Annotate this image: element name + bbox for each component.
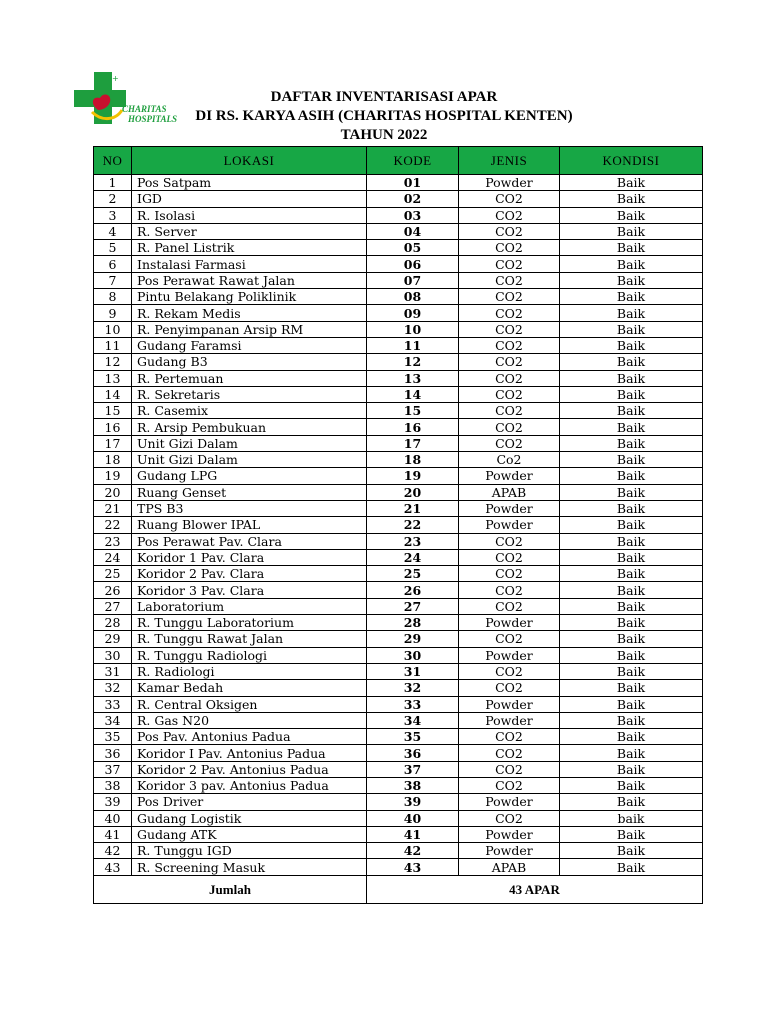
table-row <box>94 386 703 402</box>
cell-kode: 15 <box>367 403 459 419</box>
cell-kode: 35 <box>367 729 459 745</box>
cell-kode: 28 <box>367 615 459 631</box>
cell-no: 25 <box>94 566 132 582</box>
table-row <box>94 549 703 565</box>
cell-jenis: CO2 <box>459 289 560 305</box>
cell-kode: 24 <box>367 549 459 565</box>
cell-kondisi: Baik <box>560 468 703 484</box>
cell-lokasi: R. Casemix <box>132 403 367 419</box>
cell-kode: 12 <box>367 354 459 370</box>
total-row <box>94 875 703 903</box>
cell-no: 41 <box>94 826 132 842</box>
table-row <box>94 843 703 859</box>
cell-jenis: Powder <box>459 647 560 663</box>
cell-kondisi: Baik <box>560 305 703 321</box>
table-row <box>94 533 703 549</box>
cell-kondisi: Baik <box>560 500 703 516</box>
cell-kode: 16 <box>367 419 459 435</box>
cell-no: 12 <box>94 354 132 370</box>
cell-kode: 04 <box>367 223 459 239</box>
document-subtitle: DI RS. KARYA ASIH (CHARITAS HOSPITAL KENTEN) <box>195 108 573 124</box>
cell-kondisi: Baik <box>560 794 703 810</box>
cell-jenis: CO2 <box>459 240 560 256</box>
cell-no: 9 <box>94 305 132 321</box>
table-row <box>94 777 703 793</box>
cell-kondisi: Baik <box>560 517 703 533</box>
cell-kode: 20 <box>367 484 459 500</box>
cell-jenis: CO2 <box>459 598 560 614</box>
cell-kode: 02 <box>367 191 459 207</box>
cell-jenis: CO2 <box>459 272 560 288</box>
cell-no: 28 <box>94 615 132 631</box>
cell-kondisi: Baik <box>560 337 703 353</box>
table-row <box>94 452 703 468</box>
column-header-kondisi: KONDISI <box>560 147 703 175</box>
cell-kondisi: Baik <box>560 484 703 500</box>
cell-jenis: CO2 <box>459 761 560 777</box>
cell-no: 1 <box>94 175 132 191</box>
cell-jenis: CO2 <box>459 631 560 647</box>
cell-kode: 11 <box>367 337 459 353</box>
cell-no: 42 <box>94 843 132 859</box>
cell-no: 7 <box>94 272 132 288</box>
cell-jenis: APAB <box>459 484 560 500</box>
cell-no: 23 <box>94 533 132 549</box>
cell-kode: 19 <box>367 468 459 484</box>
cell-lokasi: R. Server <box>132 223 367 239</box>
table-row <box>94 696 703 712</box>
cell-lokasi: Koridor I Pav. Antonius Padua <box>132 745 367 761</box>
cell-no: 26 <box>94 582 132 598</box>
cell-kondisi: Baik <box>560 615 703 631</box>
cell-jenis: CO2 <box>459 386 560 402</box>
table-row <box>94 761 703 777</box>
table-row <box>94 517 703 533</box>
cell-lokasi: R. Central Oksigen <box>132 696 367 712</box>
cell-kondisi: Baik <box>560 191 703 207</box>
cell-no: 29 <box>94 631 132 647</box>
cell-kondisi: Baik <box>560 777 703 793</box>
cell-kondisi: Baik <box>560 631 703 647</box>
cell-kondisi: Baik <box>560 175 703 191</box>
table-row <box>94 419 703 435</box>
column-header-kode: KODE <box>367 147 459 175</box>
cell-lokasi: Koridor 1 Pav. Clara <box>132 549 367 565</box>
document-year: TAHUN 2022 <box>340 127 428 143</box>
cell-kode: 40 <box>367 810 459 826</box>
cell-kondisi: Baik <box>560 745 703 761</box>
cell-lokasi: Ruang Genset <box>132 484 367 500</box>
cell-jenis: CO2 <box>459 745 560 761</box>
cell-jenis: CO2 <box>459 256 560 272</box>
column-header-jenis: JENIS <box>459 147 560 175</box>
cell-kondisi: Baik <box>560 566 703 582</box>
cell-no: 3 <box>94 207 132 223</box>
cell-no: 32 <box>94 680 132 696</box>
table-row <box>94 289 703 305</box>
column-header-no: NO <box>94 147 132 175</box>
table-row <box>94 207 703 223</box>
cell-lokasi: Unit Gizi Dalam <box>132 435 367 451</box>
table-row <box>94 631 703 647</box>
cell-jenis: CO2 <box>459 419 560 435</box>
cell-lokasi: R. Panel Listrik <box>132 240 367 256</box>
table-row <box>94 435 703 451</box>
cell-lokasi: R. Isolasi <box>132 207 367 223</box>
table-row <box>94 810 703 826</box>
cell-lokasi: R. Radiologi <box>132 663 367 679</box>
cell-kondisi: Baik <box>560 289 703 305</box>
cell-lokasi: Gudang Faramsi <box>132 337 367 353</box>
cell-no: 30 <box>94 647 132 663</box>
cell-kondisi: Baik <box>560 240 703 256</box>
cell-lokasi: Kamar Bedah <box>132 680 367 696</box>
cell-lokasi: Pos Driver <box>132 794 367 810</box>
cell-no: 35 <box>94 729 132 745</box>
table-row <box>94 191 703 207</box>
cell-no: 4 <box>94 223 132 239</box>
cell-jenis: Powder <box>459 696 560 712</box>
table-row <box>94 256 703 272</box>
cell-kondisi: Baik <box>560 207 703 223</box>
cell-lokasi: R. Arsip Pembukuan <box>132 419 367 435</box>
cell-kode: 05 <box>367 240 459 256</box>
cell-jenis: Powder <box>459 517 560 533</box>
cell-kode: 43 <box>367 859 459 875</box>
cell-kode: 22 <box>367 517 459 533</box>
svg-text:+: + <box>112 74 119 83</box>
cell-jenis: APAB <box>459 859 560 875</box>
cell-no: 18 <box>94 452 132 468</box>
table-row <box>94 500 703 516</box>
cell-lokasi: R. Penyimpanan Arsip RM <box>132 321 367 337</box>
table-row <box>94 354 703 370</box>
cell-kondisi: Baik <box>560 696 703 712</box>
table-row <box>94 468 703 484</box>
cell-kode: 18 <box>367 452 459 468</box>
cell-kode: 10 <box>367 321 459 337</box>
cell-lokasi: R. Sekretaris <box>132 386 367 402</box>
table-row <box>94 794 703 810</box>
cell-no: 2 <box>94 191 132 207</box>
cell-jenis: Co2 <box>459 452 560 468</box>
inventory-table <box>93 146 703 904</box>
cell-lokasi: Koridor 3 Pav. Clara <box>132 582 367 598</box>
cell-jenis: CO2 <box>459 321 560 337</box>
logo-text-charitas: CHARITAS <box>122 104 167 114</box>
table-row <box>94 484 703 500</box>
cell-jenis: CO2 <box>459 533 560 549</box>
cell-no: 36 <box>94 745 132 761</box>
cell-jenis: CO2 <box>459 435 560 451</box>
cell-no: 14 <box>94 386 132 402</box>
cell-kode: 25 <box>367 566 459 582</box>
cell-kode: 34 <box>367 712 459 728</box>
cell-kode: 06 <box>367 256 459 272</box>
cell-kode: 21 <box>367 500 459 516</box>
cell-kode: 01 <box>367 175 459 191</box>
cell-no: 24 <box>94 549 132 565</box>
cell-no: 10 <box>94 321 132 337</box>
cell-kode: 03 <box>367 207 459 223</box>
cell-no: 34 <box>94 712 132 728</box>
cell-kode: 33 <box>367 696 459 712</box>
cell-kondisi: Baik <box>560 843 703 859</box>
cell-kondisi: Baik <box>560 598 703 614</box>
cell-lokasi: R. Tunggu IGD <box>132 843 367 859</box>
cell-no: 5 <box>94 240 132 256</box>
cell-lokasi: Koridor 2 Pav. Antonius Padua <box>132 761 367 777</box>
cell-kondisi: Baik <box>560 354 703 370</box>
cell-lokasi: R. Rekam Medis <box>132 305 367 321</box>
cell-jenis: Powder <box>459 468 560 484</box>
cell-kondisi: Baik <box>560 386 703 402</box>
cell-lokasi: Pintu Belakang Poliklinik <box>132 289 367 305</box>
cell-lokasi: Unit Gizi Dalam <box>132 452 367 468</box>
table-row <box>94 826 703 842</box>
cell-jenis: CO2 <box>459 680 560 696</box>
cell-no: 15 <box>94 403 132 419</box>
cell-lokasi: TPS B3 <box>132 500 367 516</box>
cell-lokasi: Laboratorium <box>132 598 367 614</box>
cell-kondisi: Baik <box>560 435 703 451</box>
cell-no: 39 <box>94 794 132 810</box>
cell-no: 21 <box>94 500 132 516</box>
cell-kondisi: Baik <box>560 419 703 435</box>
cell-kondisi: Baik <box>560 712 703 728</box>
cell-jenis: CO2 <box>459 305 560 321</box>
cell-jenis: CO2 <box>459 337 560 353</box>
cell-kondisi: Baik <box>560 452 703 468</box>
table-body <box>94 175 703 876</box>
cell-kode: 32 <box>367 680 459 696</box>
cell-jenis: CO2 <box>459 223 560 239</box>
cell-lokasi: R. Tunggu Rawat Jalan <box>132 631 367 647</box>
cell-no: 37 <box>94 761 132 777</box>
cell-kode: 13 <box>367 370 459 386</box>
cell-jenis: CO2 <box>459 777 560 793</box>
table-row <box>94 403 703 419</box>
cell-lokasi: R. Tunggu Laboratorium <box>132 615 367 631</box>
table-row <box>94 305 703 321</box>
cell-lokasi: R. Tunggu Radiologi <box>132 647 367 663</box>
cell-kondisi: Baik <box>560 680 703 696</box>
table-row <box>94 566 703 582</box>
table-row <box>94 859 703 875</box>
document-title: DAFTAR INVENTARISASI APAR <box>270 89 498 105</box>
cell-jenis: CO2 <box>459 549 560 565</box>
cell-no: 27 <box>94 598 132 614</box>
cell-lokasi: Gudang Logistik <box>132 810 367 826</box>
cell-kode: 14 <box>367 386 459 402</box>
cell-no: 8 <box>94 289 132 305</box>
table-row <box>94 745 703 761</box>
table-row <box>94 321 703 337</box>
cell-kode: 38 <box>367 777 459 793</box>
cell-kondisi: baik <box>560 810 703 826</box>
cell-kondisi: Baik <box>560 272 703 288</box>
cell-lokasi: Koridor 2 Pav. Clara <box>132 566 367 582</box>
cell-kondisi: Baik <box>560 826 703 842</box>
cell-jenis: CO2 <box>459 207 560 223</box>
cell-no: 38 <box>94 777 132 793</box>
cell-kondisi: Baik <box>560 533 703 549</box>
cell-kode: 17 <box>367 435 459 451</box>
cell-kode: 36 <box>367 745 459 761</box>
column-header-lokasi: LOKASI <box>132 147 367 175</box>
cell-kode: 37 <box>367 761 459 777</box>
cell-kode: 31 <box>367 663 459 679</box>
cell-jenis: CO2 <box>459 403 560 419</box>
cell-no: 33 <box>94 696 132 712</box>
table-row <box>94 337 703 353</box>
cell-jenis: Powder <box>459 794 560 810</box>
cell-kondisi: Baik <box>560 859 703 875</box>
cell-kode: 27 <box>367 598 459 614</box>
total-value: 43 APAR <box>367 875 703 903</box>
cell-kode: 26 <box>367 582 459 598</box>
cell-no: 6 <box>94 256 132 272</box>
table-row <box>94 223 703 239</box>
cell-kode: 07 <box>367 272 459 288</box>
table-header-row <box>94 147 703 175</box>
total-label: Jumlah <box>94 875 367 903</box>
cell-no: 31 <box>94 663 132 679</box>
table-row <box>94 240 703 256</box>
cell-jenis: CO2 <box>459 663 560 679</box>
cell-kondisi: Baik <box>560 256 703 272</box>
cell-jenis: Powder <box>459 175 560 191</box>
table-row <box>94 370 703 386</box>
cell-jenis: Powder <box>459 826 560 842</box>
cell-lokasi: Gudang LPG <box>132 468 367 484</box>
cell-lokasi: R. Screening Masuk <box>132 859 367 875</box>
logo-text-hospitals: HOSPITALS <box>128 114 178 124</box>
table-row <box>94 582 703 598</box>
cell-kode: 23 <box>367 533 459 549</box>
cell-kondisi: Baik <box>560 729 703 745</box>
cell-kondisi: Baik <box>560 223 703 239</box>
cell-lokasi: Koridor 3 pav. Antonius Padua <box>132 777 367 793</box>
cell-lokasi: Gudang ATK <box>132 826 367 842</box>
cell-jenis: Powder <box>459 843 560 859</box>
table-row <box>94 598 703 614</box>
table-row <box>94 712 703 728</box>
table-row <box>94 615 703 631</box>
cell-kondisi: Baik <box>560 321 703 337</box>
cell-kondisi: Baik <box>560 582 703 598</box>
cell-jenis: CO2 <box>459 729 560 745</box>
cell-no: 13 <box>94 370 132 386</box>
cell-kode: 39 <box>367 794 459 810</box>
cell-kode: 42 <box>367 843 459 859</box>
table-row <box>94 175 703 191</box>
cell-kode: 09 <box>367 305 459 321</box>
table-row <box>94 663 703 679</box>
cell-kondisi: Baik <box>560 370 703 386</box>
cell-kondisi: Baik <box>560 761 703 777</box>
cell-no: 22 <box>94 517 132 533</box>
cell-lokasi: R. Pertemuan <box>132 370 367 386</box>
cell-kode: 29 <box>367 631 459 647</box>
cell-jenis: CO2 <box>459 191 560 207</box>
cell-lokasi: Pos Perawat Rawat Jalan <box>132 272 367 288</box>
cell-no: 43 <box>94 859 132 875</box>
cell-kode: 08 <box>367 289 459 305</box>
cell-lokasi: Instalasi Farmasi <box>132 256 367 272</box>
cell-lokasi: Pos Pav. Antonius Padua <box>132 729 367 745</box>
cell-jenis: CO2 <box>459 370 560 386</box>
cell-no: 11 <box>94 337 132 353</box>
cell-lokasi: Ruang Blower IPAL <box>132 517 367 533</box>
cell-jenis: CO2 <box>459 566 560 582</box>
cell-kondisi: Baik <box>560 403 703 419</box>
cell-lokasi: Pos Satpam <box>132 175 367 191</box>
cell-jenis: CO2 <box>459 810 560 826</box>
cell-jenis: Powder <box>459 500 560 516</box>
table-row <box>94 647 703 663</box>
table-row <box>94 680 703 696</box>
cell-kode: 41 <box>367 826 459 842</box>
cell-no: 20 <box>94 484 132 500</box>
cell-no: 16 <box>94 419 132 435</box>
cell-lokasi: R. Gas N20 <box>132 712 367 728</box>
cell-no: 17 <box>94 435 132 451</box>
cell-kode: 30 <box>367 647 459 663</box>
cell-no: 19 <box>94 468 132 484</box>
cell-kondisi: Baik <box>560 663 703 679</box>
cell-no: 40 <box>94 810 132 826</box>
cell-jenis: CO2 <box>459 354 560 370</box>
cell-kondisi: Baik <box>560 549 703 565</box>
cell-lokasi: Gudang B3 <box>132 354 367 370</box>
cell-jenis: Powder <box>459 712 560 728</box>
cell-lokasi: IGD <box>132 191 367 207</box>
cell-kondisi: Baik <box>560 647 703 663</box>
cell-lokasi: Pos Perawat Pav. Clara <box>132 533 367 549</box>
cell-jenis: CO2 <box>459 582 560 598</box>
cell-jenis: Powder <box>459 615 560 631</box>
table-row <box>94 729 703 745</box>
table-row <box>94 272 703 288</box>
